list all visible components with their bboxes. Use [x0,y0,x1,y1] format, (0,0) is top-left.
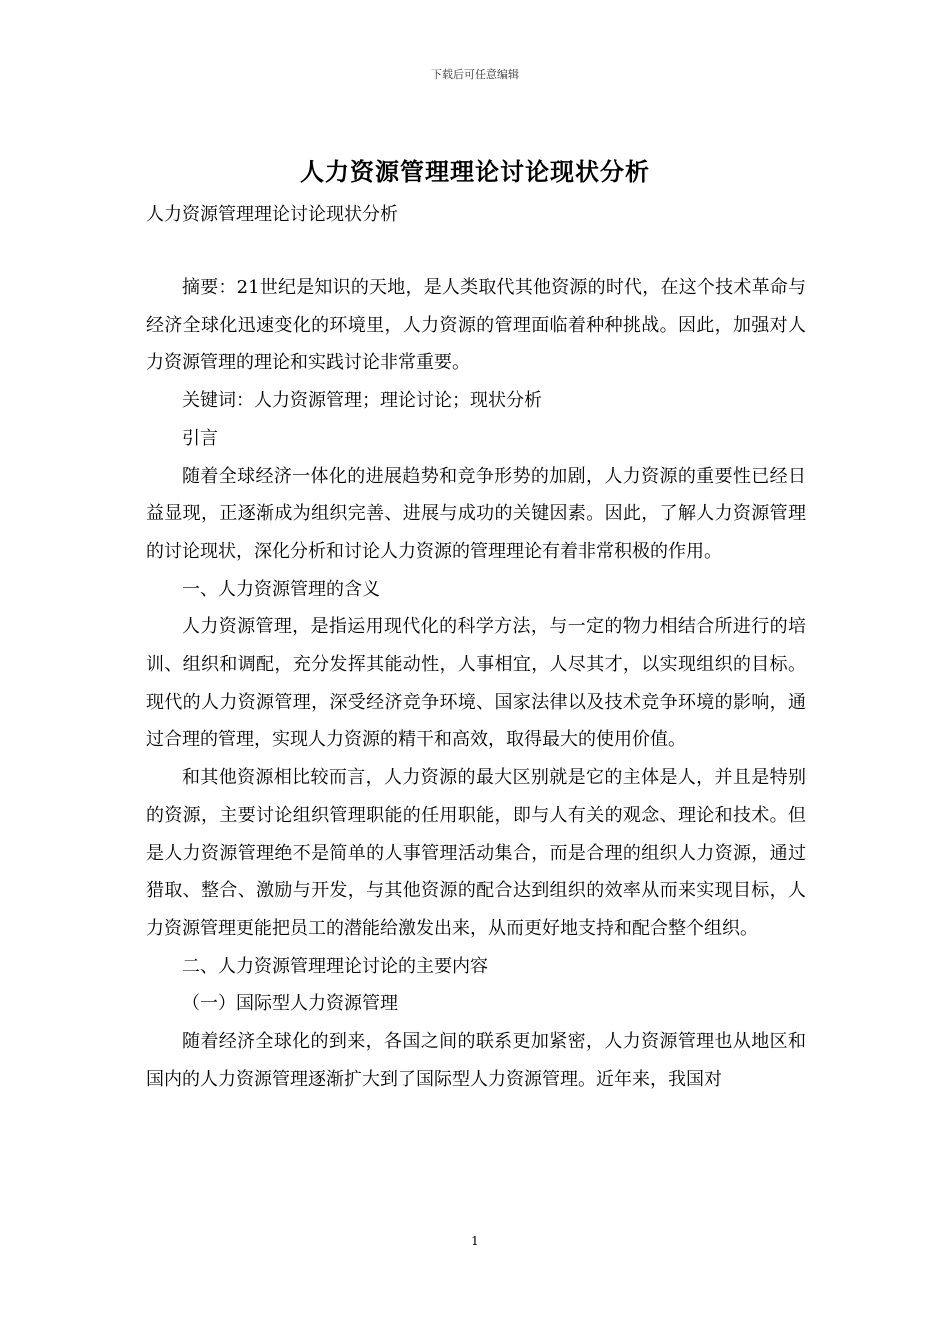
page-header-note: 下载后可任意编辑 [431,68,519,81]
intro-heading: 引言 [182,427,218,449]
document-subtitle: 人力资源管理理论讨论现状分析 [146,204,398,225]
abstract-paragraph: 摘要：21世纪是知识的天地，是人类取代其他资源的时代，在这个技术革命与经济全球化迅速变化的环境里，人力资源的管理面临着种种挑战。因此，加强对人力资源管理的理论和实践讨论非常重要。 [146,277,806,374]
section-1-paragraph-2: 和其他资源相比较而言，人力资源的最大区别就是它的主体是人，并且是特别的资源，主要讨论组织管理职能的任用职能，即与人有关的观念、理论和技术。但是人力资源管理绝不是简单的人事管理活动集合，而是合理的组织人力资源，通过猎取、整合、激励与开发，与其他资源的配合达到组织的效率从而来实现目标，人力资源管理更能把员工的潜能给激发出来，从而更好地支持和配合整个组织。 [146,767,806,939]
keywords-paragraph: 关键词：人力资源管理；理论讨论；现状分析 [182,390,542,412]
subsection-1-heading: （一）国际型人力资源管理 [182,993,398,1015]
section-2-heading: 二、人力资源管理理论讨论的主要内容 [182,955,488,977]
section-1-heading: 一、人力资源管理的含义 [182,578,380,600]
intro-paragraph: 随着全球经济一体化的进展趋势和竞争形势的加剧，人力资源的重要性已经日益显现，正逐渐成为组织完善、进展与成功的关键因素。因此，了解人力资源管理的讨论现状，深化分析和讨论人力资源的管理理论有着非常积极的作用。 [146,465,806,562]
document-body [146,269,806,1098]
section-1-paragraph-1: 人力资源管理，是指运用现代化的科学方法，与一定的物力相结合所进行的培训、组织和调配，充分发挥其能动性，人事相宜，人尽其才，以实现组织的目标。现代的人力资源管理，深受经济竞争环境、国家法律以及技术竞争环境的影响，通过合理的管理，实现人力资源的精干和高效，取得最大的使用价值。 [146,616,806,751]
page-number: 1 [471,1234,479,1248]
subsection-1-paragraph: 随着经济全球化的到来，各国之间的联系更加紧密，人力资源管理也从地区和国内的人力资源管理逐渐扩大到了国际型人力资源管理。近年来，我国对 [146,1031,806,1090]
document-title: 人力资源管理理论讨论现状分析 [300,157,650,186]
